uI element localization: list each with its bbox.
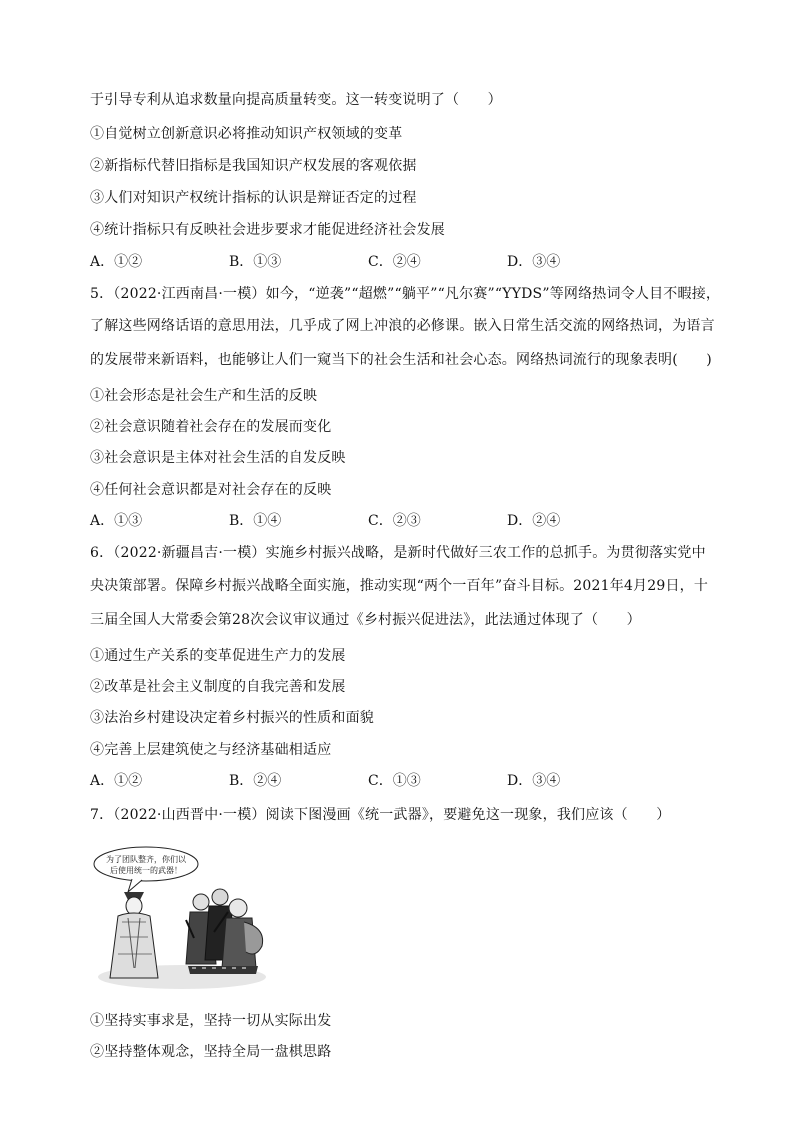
q5-statement-4: ④任何社会意识都是对社会存在的反映 <box>90 482 332 498</box>
q6-stem-line-2: 央决策部署。保障乡村振兴战略全面实施，推动实现“两个一百年”奋斗目标。2021年4月29日，十 <box>90 578 709 594</box>
cartoon-caption-line-2: 后使用统一的武器！ <box>110 866 182 875</box>
q6-option-c: C．①③ <box>368 773 421 789</box>
q4-option-b: B．①③ <box>229 254 282 270</box>
q6-option-d: D．③④ <box>507 773 561 789</box>
q4-option-c: C．②④ <box>368 254 421 270</box>
q5-statement-2: ②社会意识随着社会存在的发展而变化 <box>90 419 332 435</box>
q5-option-b: B．①④ <box>229 513 282 529</box>
q6-stem-line-1: 6．（2022·新疆昌吉·一模）实施乡村振兴战略，是新时代做好三农工作的总抓手。为贯彻落实党中 <box>90 545 706 561</box>
q7-statement-2: ②坚持整体观念，坚持全局一盘棋思路 <box>90 1044 332 1060</box>
q4-statement-4: ④统计指标只有反映社会进步要求才能促进经济社会发展 <box>90 222 445 238</box>
cartoon-soldiers-group <box>186 889 263 974</box>
q5-stem-line-1: 5．（2022·江西南昌·一模）如今，“逆袭”“超燃”“躺平”“凡尔赛”“YYDS”等网络热词令人目不暇接， <box>90 286 721 302</box>
q6-statement-3: ③法治乡村建设决定着乡村振兴的性质和面貌 <box>90 710 374 726</box>
q5-option-d: D．②④ <box>507 513 561 529</box>
q4-option-d: D．③④ <box>507 254 561 270</box>
q6-statement-2: ②改革是社会主义制度的自我完善和发展 <box>90 679 346 695</box>
q6-stem-line-3: 三届全国人大常委会第28次会议审议通过《乡村振兴促进法》，此法通过体现了（ ） <box>90 612 641 628</box>
q5-stem-line-3: 的发展带来新语料，也能够让人们一窥当下的社会生活和社会心态。网络热词流行的现象表明( ) <box>90 352 712 368</box>
q4-statement-1: ①自觉树立创新意识必将推动知识产权领域的变革 <box>90 126 403 142</box>
cartoon-emperor-figure <box>110 892 158 978</box>
q5-stem-line-2: 了解这些网络话语的意思用法，几乎成了网上冲浪的必修课。嵌入日常生活交流的网络热词，为语言 <box>90 318 715 334</box>
q5-option-c: C．②③ <box>368 513 421 529</box>
question-continuation: 于引导专利从追求数量向提高质量转变。这一转变说明了（ ） <box>90 92 502 108</box>
q7-stem: 7．（2022·山西晋中·一模）阅读下图漫画《统一武器》，要避免这一现象，我们应该（ ） <box>90 807 671 823</box>
q6-option-b: B．②④ <box>229 773 282 789</box>
q4-statement-3: ③人们对知识产权统计指标的认识是辩证否定的过程 <box>90 190 417 206</box>
q6-statement-1: ①通过生产关系的变革促进生产力的发展 <box>90 648 346 664</box>
cartoon-caption-line-1: 为了团队整齐，你们以 <box>106 855 186 864</box>
cartoon-bubble-tail <box>128 879 142 892</box>
q6-statement-4: ④完善上层建筑使之与经济基础相适应 <box>90 742 332 758</box>
q6-option-a: A．①② <box>90 773 143 789</box>
q5-statement-1: ①社会形态是社会生产和生活的反映 <box>90 388 318 404</box>
cartoon-speech-bubble <box>94 847 198 881</box>
q5-option-a: A．①③ <box>90 513 143 529</box>
cartoon-illustration <box>88 842 276 992</box>
q5-statement-3: ③社会意识是主体对社会生活的自发反映 <box>90 450 346 466</box>
q4-statement-2: ②新指标代替旧指标是我国知识产权发展的客观依据 <box>90 158 417 174</box>
q7-statement-1: ①坚持实事求是，坚持一切从实际出发 <box>90 1013 332 1029</box>
q4-option-a: A．①② <box>90 254 143 270</box>
